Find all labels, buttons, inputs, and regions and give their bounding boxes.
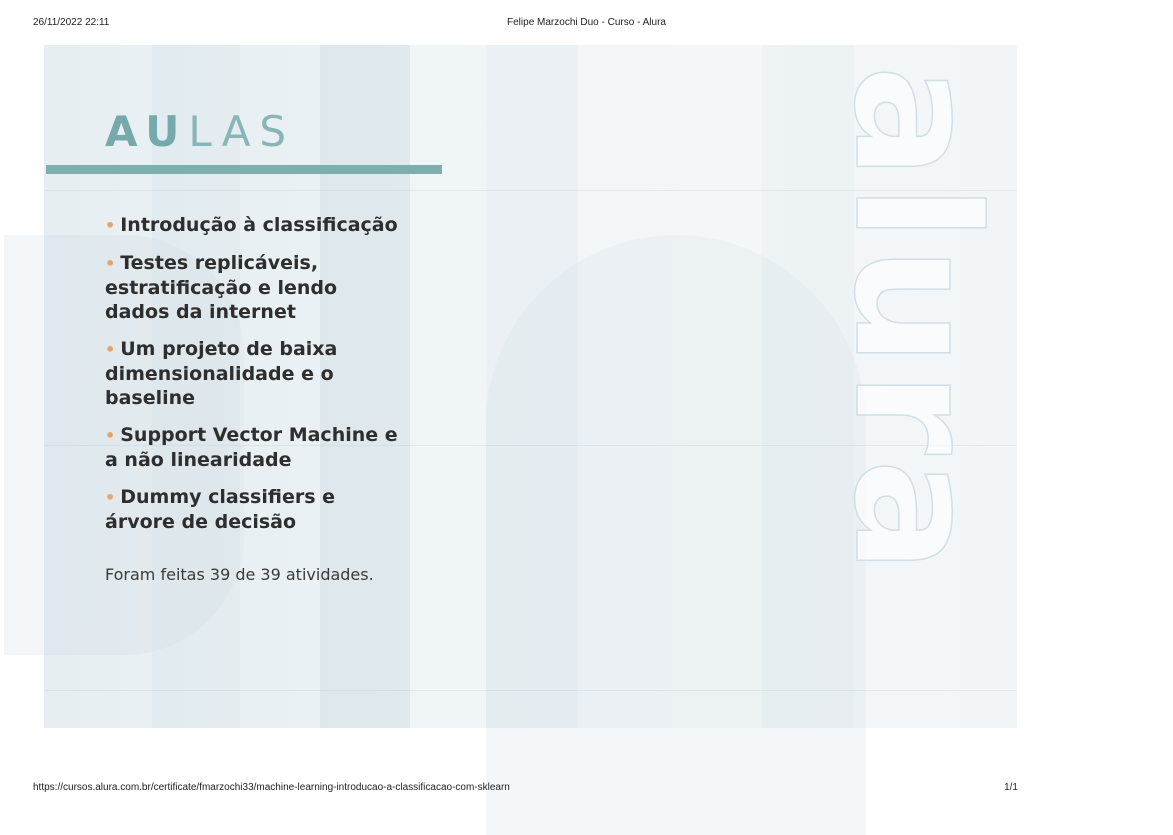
lesson-item <box>105 251 405 324</box>
lesson-list <box>105 213 405 547</box>
lesson-title: Introdução à classificação <box>120 214 398 236</box>
activities-summary: Foram feitas 39 de 39 atividades. <box>105 565 374 584</box>
bullet-icon: • <box>105 254 116 273</box>
lesson-item <box>105 423 405 472</box>
section-title-light: LAS <box>188 107 296 156</box>
print-document-title: Felipe Marzochi Duo - Curso - Alura <box>507 17 666 28</box>
course-lessons-card <box>44 45 1017 728</box>
background-gridline <box>44 690 1017 691</box>
lesson-title: Um projeto de baixa dimensionalidade e o baseline <box>105 338 338 409</box>
alura-watermark-logo <box>816 45 1024 728</box>
bullet-icon: • <box>105 488 116 507</box>
lesson-item <box>105 337 405 410</box>
bullet-icon: • <box>105 340 116 359</box>
lesson-title: Support Vector Machine e a não linearidade <box>105 424 398 471</box>
lesson-item <box>105 213 405 238</box>
title-underline-bar <box>46 165 442 174</box>
bullet-icon: • <box>105 216 116 235</box>
section-title <box>105 107 295 156</box>
bullet-icon: • <box>105 426 116 445</box>
section-title-bold: AU <box>105 107 189 156</box>
lesson-title: Dummy classifiers e árvore de decisão <box>105 486 336 533</box>
watermark-text: alura <box>816 65 1014 578</box>
print-page-number: 1/1 <box>1004 782 1018 793</box>
background-shape-center <box>486 235 866 835</box>
lesson-title: Testes replicáveis, estratificação e lendo dados da internet <box>105 252 338 323</box>
lesson-item <box>105 485 405 534</box>
print-datetime: 26/11/2022 22:11 <box>33 17 110 28</box>
print-url: https://cursos.alura.com.br/certificate/fmarzochi33/machine-learning-introducao-a-classificacao-com-sklearn <box>33 782 510 793</box>
